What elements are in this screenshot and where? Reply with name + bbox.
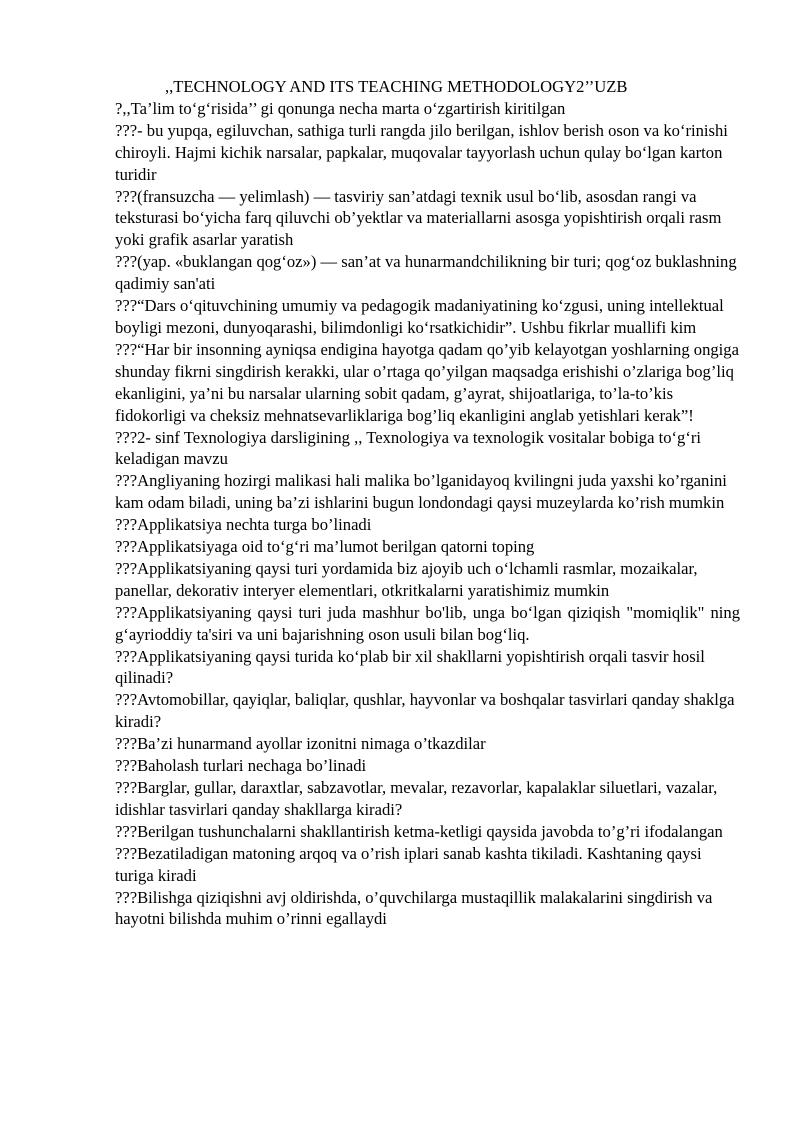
list-item: ???“Dars o‘qituvchining umumiy va pedagogik madaniyatining ko‘zgusi, uning intellektual boyligi mezoni, dunyoqarashi, bilimdonligi ko‘rsatkichidir”. Ushbu fikrlar muallifi kim bbox=[115, 296, 724, 337]
page-title: ,,TECHNOLOGY AND ITS TEACHING METHODOLOGY2’’UZB bbox=[165, 77, 628, 96]
list-item: ???Applikatsiya nechta turga bo’linadi bbox=[115, 515, 372, 535]
list-item: ???Applikatsiyaga oid to‘g‘ri ma’lumot berilgan qatorni toping bbox=[115, 537, 535, 557]
list-item: ???“Har bir insonning ayniqsa endigina hayotga qadam qo’yib kelayotgan yoshlarning ongiga shunday fikrni singdirish kerakki, ular o’rtaga qo’yilgan maqsadga erishishi o’zlariga bog’liq ekanligini, ya’ni bu narsalar ularning sobit qadam, g’ayrat, shijoatlariga, to’la-to’kis fidokorligi va cheksiz mehnatsevarliklariga bog’liq ekanligini anglab yetishlari kerak”! bbox=[115, 339, 739, 425]
list-item: ???2- sinf Texnologiya darsligining ,, Texnologiya va texnologik vositalar bobiga to‘g‘ri keladigan mavzu bbox=[115, 427, 702, 469]
list-item: ???Applikatsiyaning qaysi turi yordamida biz ajoyib uch o‘lchamli rasmlar, mozaikalar, panellar, dekorativ interyer elementlari, otkritkalarni yaratishimiz mumkin bbox=[115, 558, 698, 600]
list-item: ???Berilgan tushunchalarni shakllantirish ketma-ketligi qaysida javobda to’g’ri ifodalangan bbox=[115, 821, 723, 841]
list-item: ???Barglar, gullar, daraxtlar, sabzavotlar, mevalar, rezavorlar, kapalaklar siluetlari, vazalar, idishlar tasvirlari qanday shakllarga kiradi? bbox=[115, 778, 718, 819]
list-item: ???Angliyaning hozirgi malikasi hali malika bo’lganidayoq kvilingni juda yaxshi ko’rganini kam odam biladi, uning ba’zi ishlarini bugun londondagi qaysi muzeylarda ko’rish mumkin bbox=[115, 471, 727, 513]
list-item: ???Avtomobillar, qayiqlar, baliqlar, qushlar, hayvonlar va boshqalar tasvirlari qanday shaklga kiradi? bbox=[115, 690, 735, 732]
list-item: ???Baholash turlari nechaga bo’linadi bbox=[115, 756, 367, 776]
list-item: ???Ba’zi hunarmand ayollar izonitni nimaga o’tkazdilar bbox=[115, 734, 486, 754]
list-item: ???Bezatiladigan matoning arqoq va o’rish iplari sanab kashta tikiladi. Kashtaning qaysi turiga kiradi bbox=[115, 843, 702, 885]
list-item: ???Applikatsiyaning qaysi turida ko‘plab bir xil shakllarni yopishtirish orqali tasvir hosil qilinadi? bbox=[115, 646, 705, 688]
list-item: ?,,Ta’lim to‘g‘risida’’ gi qonunga necha marta o‘zgartirish kiritilgan bbox=[115, 98, 566, 118]
list-item: ???Applikatsiyaning qaysi turi juda mashhur bo'lib, unga bo‘lgan qiziqish "momiqlik" ning g‘ayrioddiy ta'siri va uni bajarishning oson usuli bilan bog‘liq. bbox=[115, 602, 740, 644]
list-item: ???Bilishga qiziqishni avj oldirishda, o’quvchilarga mustaqillik malakalarini singdirish va hayotni bilishda muhim o’rinni egallaydi bbox=[115, 887, 713, 929]
list-item: ???(yap. «buklangan qog‘oz») — san’at va hunarmandchilikning bir turi; qog‘oz buklashning qadimiy san'ati bbox=[115, 252, 737, 294]
question-list bbox=[115, 98, 740, 930]
list-item: ???(fransuzcha — yelimlash) — tasviriy san’atdagi texnik usul bo‘lib, asosdan rangi va teksturasi bo‘yicha farq qiluvchi ob’yektlar va materiallarni asosga yopishtirish orqali rasm yoki grafik asarlar yaratish bbox=[115, 186, 722, 250]
list-item: ???- bu yupqa, egiluvchan, sathiga turli rangda jilo berilgan, ishlov berish oson va ko‘rinishi chiroyli. Hajmi kichik narsalar, papkalar, muqovalar tayyorlash uchun qulay bo‘lgan karton turidir bbox=[115, 120, 728, 184]
